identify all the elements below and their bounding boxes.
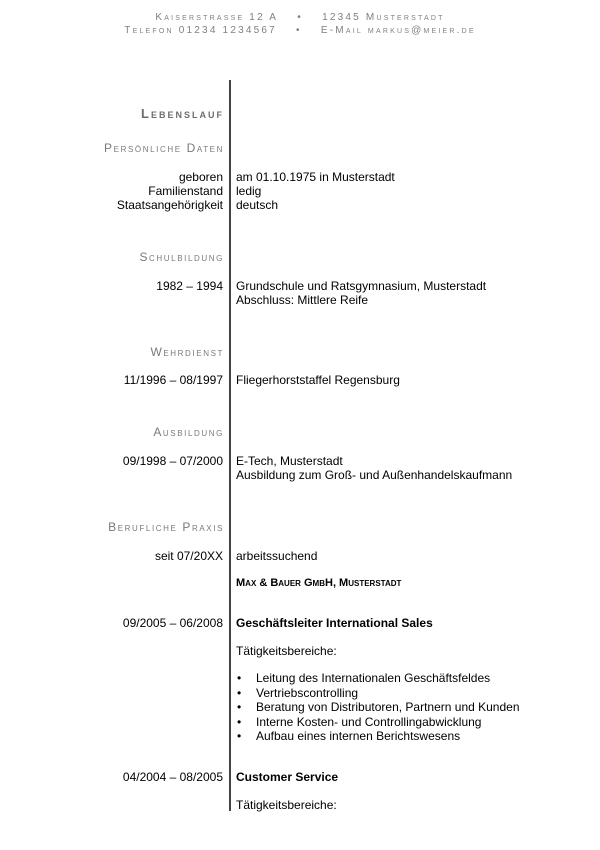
- section-training-heading: Ausbildung: [153, 425, 224, 439]
- separator: •: [297, 12, 303, 23]
- list-item: • Aufbau eines internen Berichtswesens: [236, 729, 520, 744]
- school-period: 1982 – 1994: [156, 279, 223, 293]
- personal-label: Staatsangehörigkeit: [116, 198, 223, 212]
- list-item: • Leitung des Internationalen Geschäftsfeldes: [236, 671, 520, 686]
- city: 12345 Musterstadt: [322, 12, 445, 23]
- email[interactable]: E-Mail markus@meier.de: [320, 25, 476, 36]
- personal-value: ledig: [236, 184, 262, 198]
- school-line: Grundschule und Ratsgymnasium, Musterstadt: [236, 279, 487, 293]
- job-period: 04/2004 – 08/2005: [122, 770, 223, 784]
- company-name: Max & Bauer GmbH, Musterstadt: [236, 577, 402, 589]
- personal-label: Familienstand: [148, 184, 223, 198]
- street: Kaiserstrasse 12 A: [155, 12, 279, 23]
- training-line: Ausbildung zum Groß- und Außenhandelskaufmann: [236, 468, 513, 482]
- section-personal-heading: Persönliche Daten: [104, 141, 224, 155]
- job-period: 09/2005 – 06/2008: [122, 616, 223, 630]
- divider-line: [229, 80, 231, 811]
- section-experience-heading: Berufliche Praxis: [108, 520, 224, 534]
- separator: •: [296, 25, 302, 36]
- personal-label: geboren: [178, 170, 223, 184]
- job-title: Geschäftsleiter International Sales: [236, 616, 433, 630]
- page-title: Lebenslauf: [141, 106, 224, 121]
- training-period: 09/1998 – 07/2000: [122, 454, 223, 468]
- personal-value: deutsch: [236, 198, 279, 212]
- areas-label: Tätigkeitsbereiche:: [236, 644, 337, 658]
- contact-line: [0, 25, 600, 36]
- military-period: 11/1996 – 08/1997: [123, 373, 223, 387]
- areas-label: Tätigkeitsbereiche:: [236, 798, 337, 812]
- address-line: [0, 12, 600, 23]
- list-item: • Vertriebscontrolling: [236, 686, 520, 701]
- section-school-heading: Schulbildung: [139, 250, 224, 264]
- current-period: seit 07/20XX: [154, 549, 223, 563]
- school-line: Abschluss: Mittlere Reife: [236, 293, 369, 307]
- current-status: arbeitssuchend: [236, 549, 318, 563]
- personal-value: am 01.10.1975 in Musterstadt: [236, 170, 395, 184]
- section-military-heading: Wehrdienst: [150, 345, 224, 359]
- list-item: • Beratung von Distributoren, Partnern und Kunden: [236, 700, 520, 715]
- task-list: [236, 671, 520, 744]
- list-item: • Interne Kosten- und Controllingabwicklung: [236, 715, 520, 730]
- training-line: E-Tech, Musterstadt: [236, 454, 343, 468]
- job-title: Customer Service: [236, 770, 339, 784]
- military-line: Fliegerhorststaffel Regensburg: [236, 373, 400, 387]
- phone: Telefon 01234 1234567: [124, 25, 277, 36]
